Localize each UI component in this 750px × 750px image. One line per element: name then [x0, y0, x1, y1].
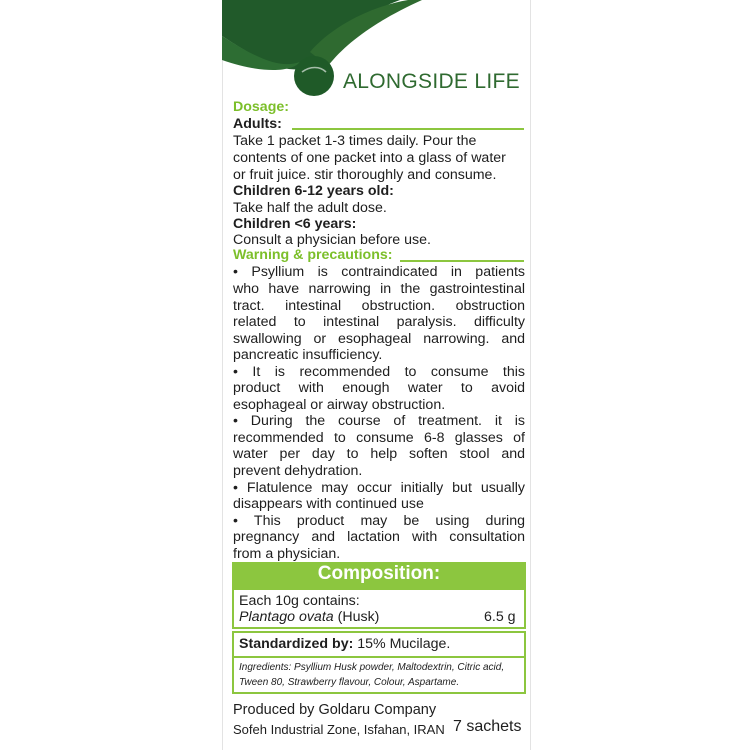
ingredients-line-2: Tween 80, Strawberry flavour, Colour, Aspartame.: [239, 677, 460, 688]
warning-line: swallowing or esophageal narrowing. and: [233, 331, 525, 347]
warning-line: • During the course of treatment. it is: [233, 413, 525, 429]
standardized-row: [239, 636, 450, 653]
warning-line: who have narrowing in the gastrointestinal: [233, 281, 525, 297]
ingredient-amount: 6.5 g: [484, 609, 516, 625]
ingredients-line-1: Ingredients: Psyllium Husk powder, Maltodextrin, Citric acid,: [239, 662, 505, 673]
ingredient-row: [239, 609, 379, 626]
composition-heading: Composition:: [317, 563, 441, 584]
each-10g-label: Each 10g contains:: [239, 593, 360, 609]
warning-line: recommended to consume 6-8 glasses of: [233, 430, 525, 446]
children-6-12-label: Children 6-12 years old:: [233, 183, 394, 199]
warning-line: pancreatic insufficiency.: [233, 347, 383, 363]
warning-line: pregnancy and lactation with consultation: [233, 529, 525, 545]
adults-label: Adults:: [233, 116, 282, 132]
warning-line: • Flatulence may occur initially but usually: [233, 480, 525, 496]
warning-line: disappears with continued use: [233, 496, 424, 512]
warning-line: • Psyllium is contraindicated in patients: [233, 264, 525, 280]
panel-right-edge: [530, 0, 531, 750]
warning-line: from a physician.: [233, 546, 341, 562]
warning-line: tract. intestinal obstruction. obstruction: [233, 298, 525, 314]
sachet-count: 7 sachets: [453, 718, 522, 735]
panel-left-edge: [222, 0, 223, 750]
adults-line-1: Take 1 packet 1-3 times daily. Pour the: [233, 133, 477, 149]
brand-tagline: ALONGSIDE LIFE: [343, 70, 520, 93]
warning-line: esophageal or airway obstruction.: [233, 397, 446, 413]
children-under-6-text: Consult a physician before use.: [233, 232, 431, 248]
ingredient-name: Plantago ovata: [239, 609, 334, 625]
children-6-12-text: Take half the adult dose.: [233, 200, 387, 216]
warning-line: water per day to help soften stool and: [233, 446, 525, 462]
produced-by: Produced by Goldaru Company: [233, 702, 437, 718]
ingredient-part: (Husk): [333, 609, 380, 625]
warning-line: product with enough water to avoid: [233, 380, 525, 396]
warning-line: prevent dehydration.: [233, 463, 363, 479]
dosage-heading: Dosage:: [233, 99, 289, 115]
warning-rule: [400, 260, 524, 262]
adults-rule: [292, 128, 524, 130]
warning-heading: Warning & precautions:: [233, 247, 393, 263]
adults-line-2: contents of one packet into a glass of water: [233, 150, 506, 166]
warning-line: • This product may be using during: [233, 513, 525, 529]
composition-header: [232, 562, 526, 589]
address: Sofeh Industrial Zone, Isfahan, IRAN: [233, 722, 445, 737]
standardized-label: Standardized by:: [239, 636, 354, 652]
warning-line: related to intestinal paralysis. difficulty: [233, 314, 525, 330]
standardized-value: 15% Mucilage.: [353, 636, 451, 652]
warning-line: • It is recommended to consume this: [233, 364, 525, 380]
adults-line-3: or fruit juice. stir thoroughly and consume.: [233, 167, 497, 183]
children-under-6-label: Children <6 years:: [233, 216, 357, 232]
